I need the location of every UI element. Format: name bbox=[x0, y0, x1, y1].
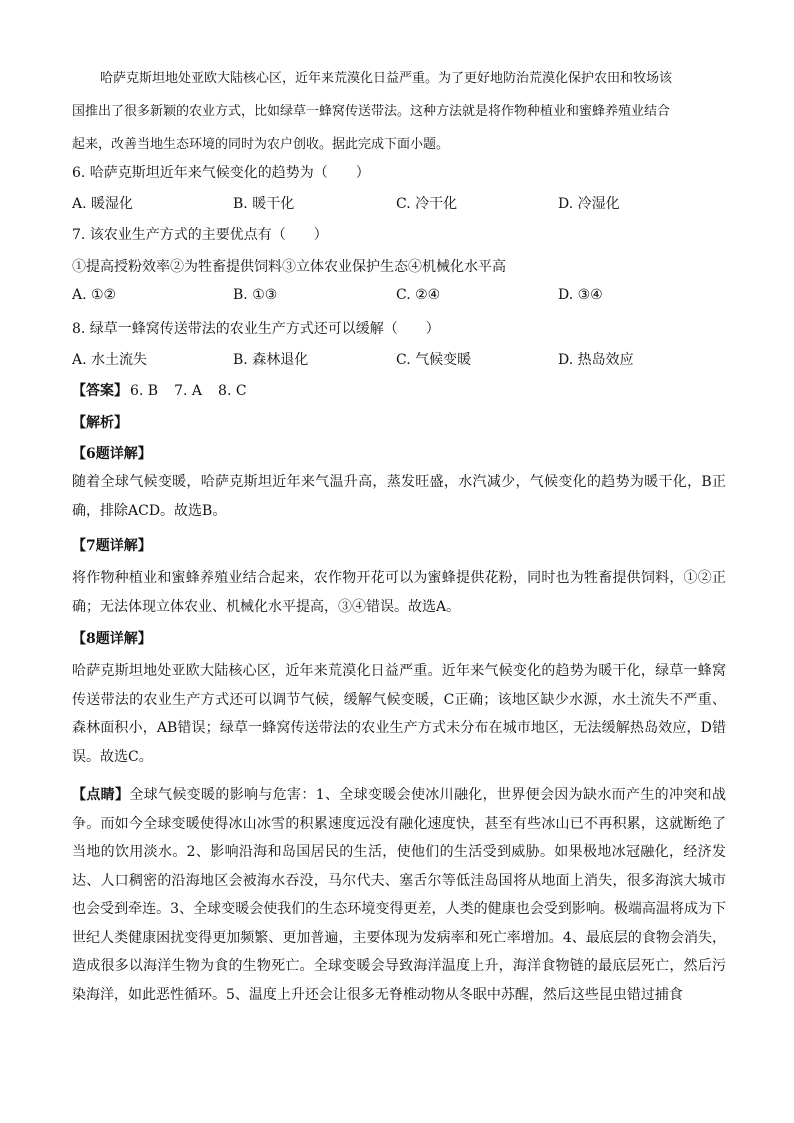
option-b: B. 森林退化 bbox=[233, 352, 309, 368]
option-b: B. ①③ bbox=[233, 287, 278, 303]
option-a: A. 暖湿化 bbox=[72, 196, 134, 212]
question-7-stem: 7. 该农业生产方式的主要优点有（ ） bbox=[72, 227, 328, 243]
option-d: D. 热岛效应 bbox=[558, 352, 634, 368]
tip-paragraph bbox=[72, 781, 726, 1009]
option-c: C. 气候变暖 bbox=[396, 352, 472, 368]
tip-label: 【点睛】 bbox=[72, 787, 130, 803]
analysis-label: 【解析】 bbox=[72, 415, 128, 431]
q8-detail-text: 哈萨克斯坦地处亚欧大陆核心区，近年来荒漠化日益严重。近年来气候变化的趋势为暖干化，绿草一蜂窝传送带法的农业生产方式还可以调节气候，缓解气候变暖，C正确；该地区缺少水源，水土流失不严重、森林面积小，AB错误；绿草一蜂窝传送带法的农业生产方式未分布在城市地区，无法缓解热岛效应，D错误。故选C。 bbox=[72, 663, 726, 765]
passage-line-1: 哈萨克斯坦地处亚欧大陆核心区，近年来荒漠化日益严重。为了更好地防治荒漠化保护农田和牧场该 bbox=[100, 71, 673, 86]
question-7-options bbox=[72, 287, 732, 307]
question-8-stem: 8. 绿草一蜂窝传送带法的农业生产方式还可以缓解（ ） bbox=[72, 321, 440, 337]
tip-text: 全球气候变暖的影响与危害：1、全球变暖会使冰川融化，世界便会因为缺水而产生的冲突和战争。而如今全球变暖使得冰山冰雪的积累速度远没有融化速度快，甚至有些冰山已不再积累，这就断绝了当地的饮用淡水。2、影响沿海和岛国居民的生活，使他们的生活受到威胁。如果极地冰冠融化，经济发达、人口稠密的沿海地区会被海水吞没，马尔代夫、塞舌尔等低洼岛国将从地面上消失，很多海滨大城市也会受到牵连。3、全球变暖会使我们的生态环境变得更差，人类的健康也会受到影响。极端高温将成为下世纪人类健康困扰变得更加频繁、更加普遍，主要体现为发病率和死亡率增加。4、最底层的食物会消失，造成很多以海洋生物为食的生物死亡。全球变暖会导致海洋温度上升，海洋食物链的最底层死亡，然后污染海洋，如此恶性循环。5、温度上升还会让很多无脊椎动物从冬眠中苏醒，然后这些昆虫错过捕食 bbox=[72, 787, 727, 1003]
answer-label: 【答案】 bbox=[72, 383, 128, 399]
question-7-statements: ①提高授粉效率②为牲畜提供饲料③立体农业保护生态④机械化水平高 bbox=[72, 259, 506, 275]
option-c: C. ②④ bbox=[396, 287, 441, 303]
passage-line-2: 国推出了很多新颖的农业方式，比如绿草一蜂窝传送带法。这种方法就是将作物种植业和蜜蜂养殖业结合 bbox=[72, 104, 671, 119]
answer-row bbox=[72, 380, 263, 400]
option-a: A. 水土流失 bbox=[72, 352, 148, 368]
question-6-options bbox=[72, 193, 732, 213]
q7-detail-text: 将作物种植业和蜜蜂养殖业结合起来，农作物开花可以为蜜蜂提供花粉，同时也为牲畜提供饲料，①②正确；无法体现立体农业、机械化水平提高，③④错误。故选A。 bbox=[72, 570, 726, 615]
question-8-options bbox=[72, 349, 732, 369]
option-d: D. 冷湿化 bbox=[558, 196, 620, 212]
q7-detail-title: 【7题详解】 bbox=[72, 538, 152, 554]
answer-6: 6. B bbox=[130, 383, 159, 399]
passage-line-3: 起来，改善当地生态环境的同时为农户创收。据此完成下面小题。 bbox=[72, 137, 450, 152]
q8-detail-title: 【8题详解】 bbox=[72, 631, 152, 647]
option-a: A. ①② bbox=[72, 287, 117, 303]
option-b: B. 暖干化 bbox=[233, 196, 295, 212]
q6-detail-title: 【6题详解】 bbox=[72, 446, 152, 462]
option-d: D. ③④ bbox=[558, 287, 603, 303]
option-c: C. 冷干化 bbox=[396, 196, 458, 212]
answer-7: 7. A bbox=[174, 383, 203, 399]
answer-8: 8. C bbox=[218, 383, 247, 399]
q6-detail-text: 随着全球气候变暖，哈萨克斯坦近年来气温升高，蒸发旺盛，水汽减少，气候变化的趋势为暖干化，B正确，排除ACD。故选B。 bbox=[72, 474, 726, 519]
question-6-stem: 6. 哈萨克斯坦近年来气候变化的趋势为（ ） bbox=[72, 165, 370, 181]
